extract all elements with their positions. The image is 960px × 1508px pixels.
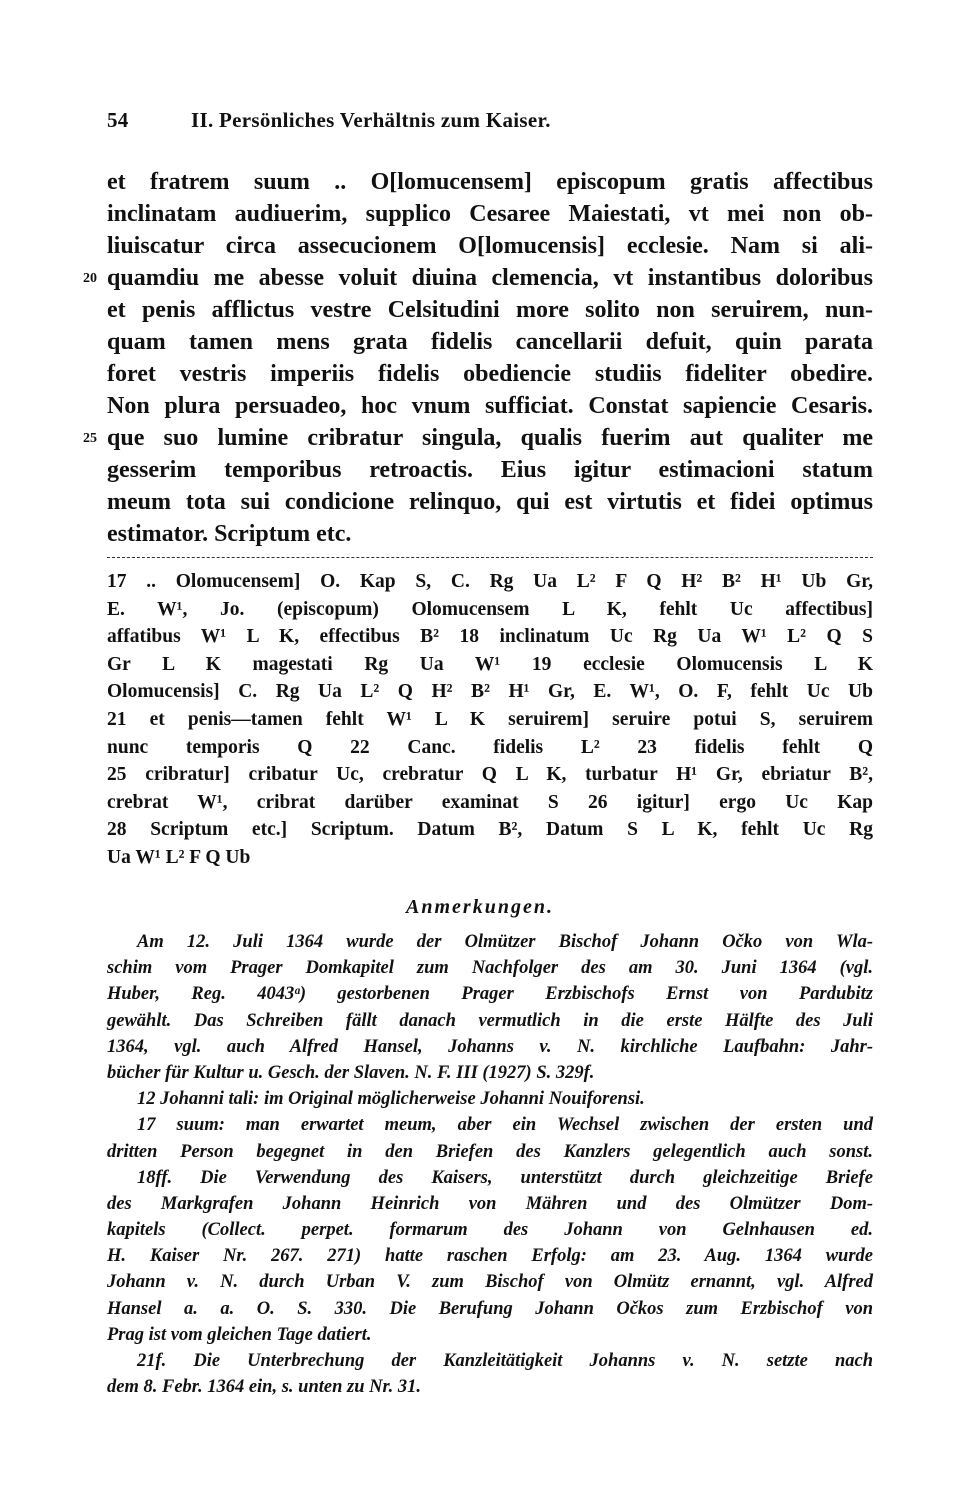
apparatus-line: 17 .. Olomucensem] O. Kap S, C. Rg Ua L² F Q H² B² H¹ Ub Gr, <box>107 571 873 592</box>
note-line: 1364, vgl. auch Alfred Hansel, Johanns v. N. kirchliche Laufbahn: Jahr- <box>107 1036 873 1057</box>
critical-apparatus <box>107 568 873 872</box>
text-line: inclinatam audiuerim, supplico Cesaree Maiestati, vt mei non ob- <box>107 201 873 227</box>
text-line-numbered <box>83 422 873 454</box>
running-title: II. Persönliches Verhältnis zum Kaiser. <box>191 108 551 132</box>
text-line: estimator. Scriptum etc. <box>107 521 352 547</box>
text-line: gesserim temporibus retroactis. Eius igitur estimacioni statum <box>107 457 873 483</box>
apparatus-line: 21 et penis—tamen fehlt W¹ L K seruirem] seruire potui S, seruirem <box>107 708 873 730</box>
note-line: 17 suum: man erwartet meum, aber ein Wechsel zwischen der ersten und <box>137 1115 873 1136</box>
note-line: gewählt. Das Schreiben fällt danach vermutlich in die erste Hälfte des Juli <box>107 1010 873 1031</box>
note-line: 12 Johanni tali: im Original möglicherweise Johanni Nouiforensi. <box>137 1089 645 1110</box>
note-line: Am 12. Juli 1364 wurde der Olmützer Bischof Johann Očko von Wla- <box>137 932 873 952</box>
note-line: dritten Person begegnet in den Briefen des Kanzlers gelegentlich auch sonst. <box>107 1141 873 1162</box>
note-line: kapitels (Collect. perpet. formarum des Johann von Gelnhausen ed. <box>107 1220 873 1241</box>
note-line: Johann v. N. durch Urban V. zum Bischof von Olmütz ernannt, vgl. Alfred <box>107 1272 873 1293</box>
text-line-content: quamdiu me abesse voluit diuina clemencia, vt instantibus doloribus <box>107 265 873 291</box>
note-line: Hansel a. a. O. S. 330. Die Berufung Johann Očkos zum Erzbischof von <box>107 1298 873 1319</box>
text-line: et penis afflictus vestre Celsitudini more solito non seruirem, nun- <box>107 297 873 323</box>
text-line: meum tota sui condicione relinquo, qui est virtutis et fidei optimus <box>107 489 873 515</box>
page-number: 54 <box>107 108 129 132</box>
line-number-20: 20 <box>83 271 97 286</box>
note-line: Prag ist vom gleichen Tage datiert. <box>107 1324 372 1345</box>
note-line: des Markgrafen Johann Heinrich von Mähren und des Olmützer Dom- <box>107 1193 873 1214</box>
apparatus-line: Olomucensis] C. Rg Ua L² Q H² B² H¹ Gr, E. W¹, O. F, fehlt Uc Ub <box>107 681 873 703</box>
note-line: bücher für Kultur u. Gesch. der Slaven. N. F. III (1927) S. 329f. <box>107 1062 595 1083</box>
text-line: Non plura persuadeo, hoc vnum sufficiat. Constat sapiencie Cesaris. <box>107 393 873 419</box>
note-line: Huber, Reg. 4043ᵃ) gestorbenen Prager Erzbischofs Ernst von Pardubitz <box>107 984 873 1005</box>
apparatus-line: E. W¹, Jo. (episcopum) Olomucensem L K, fehlt Uc affectibus] <box>107 598 873 620</box>
text-line: quam tamen mens grata fidelis cancellarii defuit, quin parata <box>107 329 873 355</box>
apparatus-line: affatibus W¹ L K, effectibus B² 18 inclinatum Uc Rg Ua W¹ L² Q S <box>107 626 873 648</box>
running-header <box>107 108 551 133</box>
apparatus-line: nunc temporis Q 22 Canc. fidelis L² 23 fidelis fehlt Q <box>107 736 873 758</box>
annotations <box>107 929 873 1400</box>
note-line: schim vom Prager Domkapitel zum Nachfolger des am 30. Juni 1364 (vgl. <box>107 958 873 979</box>
annotations-heading: Anmerkungen. <box>406 896 554 918</box>
apparatus-line: 28 Scriptum etc.] Scriptum. Datum B², Datum S L K, fehlt Uc Rg <box>107 819 873 841</box>
text-line: liuiscatur circa assecucionem O[lomucensis] ecclesie. Nam si ali- <box>107 233 873 259</box>
note-line: 21f. Die Unterbrechung der Kanzleitätigkeit Johanns v. N. setzte nach <box>137 1351 873 1371</box>
text-line: foret vestris imperiis fidelis obediencie studiis fideliter obedire. <box>107 361 873 387</box>
note-line: 18ff. Die Verwendung des Kaisers, unterstützt durch gleichzeitige Briefe <box>137 1167 873 1188</box>
note-line: dem 8. Febr. 1364 ein, s. unten zu Nr. 31. <box>107 1377 422 1398</box>
letter-text <box>83 166 873 550</box>
text-line-content: que suo lumine cribratur singula, qualis fuerim aut qualiter me <box>107 425 873 451</box>
apparatus-line: crebrat W¹, cribrat darüber examinat S 26 igitur] ergo Uc Kap <box>107 791 873 813</box>
apparatus-line: Ua W¹ L² F Q Ub <box>107 846 251 868</box>
apparatus-line: 25 cribratur] cribatur Uc, crebratur Q L K, turbatur H¹ Gr, ebriatur B², <box>107 764 873 786</box>
note-line: H. Kaiser Nr. 267. 271) hatte raschen Erfolg: am 23. Aug. 1364 wurde <box>107 1246 873 1267</box>
text-line: et fratrem suum .. O[lomucensem] episcopum gratis affectibus <box>107 169 873 195</box>
line-number-25: 25 <box>83 431 97 446</box>
apparatus-line: Gr L K magestati Rg Ua W¹ 19 ecclesie Olomucensis L K <box>107 653 873 675</box>
text-line-numbered <box>83 262 873 294</box>
apparatus-divider <box>107 557 873 558</box>
